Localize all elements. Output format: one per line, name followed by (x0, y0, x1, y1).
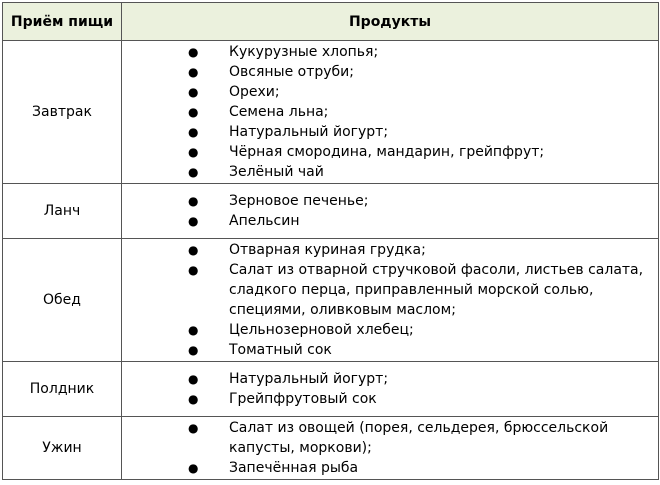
bullet-icon: ● (188, 214, 199, 228)
product-text: Салат из отварной стручковой фасоли, листьев салата, сладкого перца, приправленный морской солью, специями, оливковым маслом; (229, 262, 644, 318)
list-item (122, 418, 658, 458)
products-cell (122, 417, 659, 480)
list-item (122, 142, 658, 162)
meal-plan-table (2, 2, 659, 480)
list-item (122, 42, 658, 62)
list-item (122, 211, 658, 231)
meal-name: Завтрак (3, 41, 122, 184)
product-text: Семена льна; (229, 104, 329, 120)
list-item (122, 260, 658, 320)
product-list (122, 240, 658, 360)
products-cell (122, 184, 659, 239)
product-list (122, 418, 658, 478)
table-row (3, 239, 659, 362)
meal-name: Ланч (3, 184, 122, 239)
list-item (122, 458, 658, 478)
bullet-icon: ● (188, 165, 199, 179)
product-text: Зелёный чай (229, 164, 324, 180)
list-item (122, 102, 658, 122)
product-text: Запечённая рыба (229, 460, 359, 476)
product-text: Зерновое печенье; (229, 193, 369, 209)
products-cell (122, 239, 659, 362)
bullet-icon: ● (188, 85, 199, 99)
meal-name: Полдник (3, 362, 122, 417)
products-cell (122, 41, 659, 184)
table-row (3, 184, 659, 239)
product-list (122, 42, 658, 182)
list-item (122, 320, 658, 340)
bullet-icon: ● (188, 45, 199, 59)
product-text: Томатный сок (229, 342, 332, 358)
table-header-row (3, 3, 659, 41)
product-text: Грейпфрутовый сок (229, 391, 377, 407)
meal-name: Обед (3, 239, 122, 362)
list-item (122, 369, 658, 389)
bullet-icon: ● (188, 323, 199, 337)
list-item (122, 82, 658, 102)
product-text: Кукурузные хлопья; (229, 44, 379, 60)
list-item (122, 162, 658, 182)
bullet-icon: ● (188, 372, 199, 386)
table-row (3, 362, 659, 417)
bullet-icon: ● (188, 65, 199, 79)
product-text: Отварная куриная грудка; (229, 242, 426, 258)
products-cell (122, 362, 659, 417)
list-item (122, 122, 658, 142)
product-text: Салат из овощей (порея, сельдерея, брюссельской капусты, моркови); (229, 420, 609, 456)
bullet-icon: ● (188, 105, 199, 119)
header-meal: Приём пищи (3, 3, 122, 41)
product-list (122, 369, 658, 409)
header-products: Продукты (122, 3, 659, 41)
product-text: Чёрная смородина, мандарин, грейпфрут; (229, 144, 545, 160)
meal-name: Ужин (3, 417, 122, 480)
product-text: Цельнозерновой хлебец; (229, 322, 414, 338)
bullet-icon: ● (188, 461, 199, 475)
bullet-icon: ● (188, 343, 199, 357)
table-row (3, 41, 659, 184)
bullet-icon: ● (188, 125, 199, 139)
product-list (122, 191, 658, 231)
product-text: Орехи; (229, 84, 280, 100)
bullet-icon: ● (188, 243, 199, 257)
product-text: Натуральный йогурт; (229, 371, 389, 387)
bullet-icon: ● (188, 145, 199, 159)
bullet-icon: ● (188, 421, 199, 435)
bullet-icon: ● (188, 392, 199, 406)
list-item (122, 389, 658, 409)
product-text: Натуральный йогурт; (229, 124, 389, 140)
bullet-icon: ● (188, 194, 199, 208)
bullet-icon: ● (188, 263, 199, 277)
table-row (3, 417, 659, 480)
list-item (122, 62, 658, 82)
list-item (122, 340, 658, 360)
product-text: Овсяные отруби; (229, 64, 355, 80)
product-text: Апельсин (229, 213, 300, 229)
list-item (122, 191, 658, 211)
list-item (122, 240, 658, 260)
